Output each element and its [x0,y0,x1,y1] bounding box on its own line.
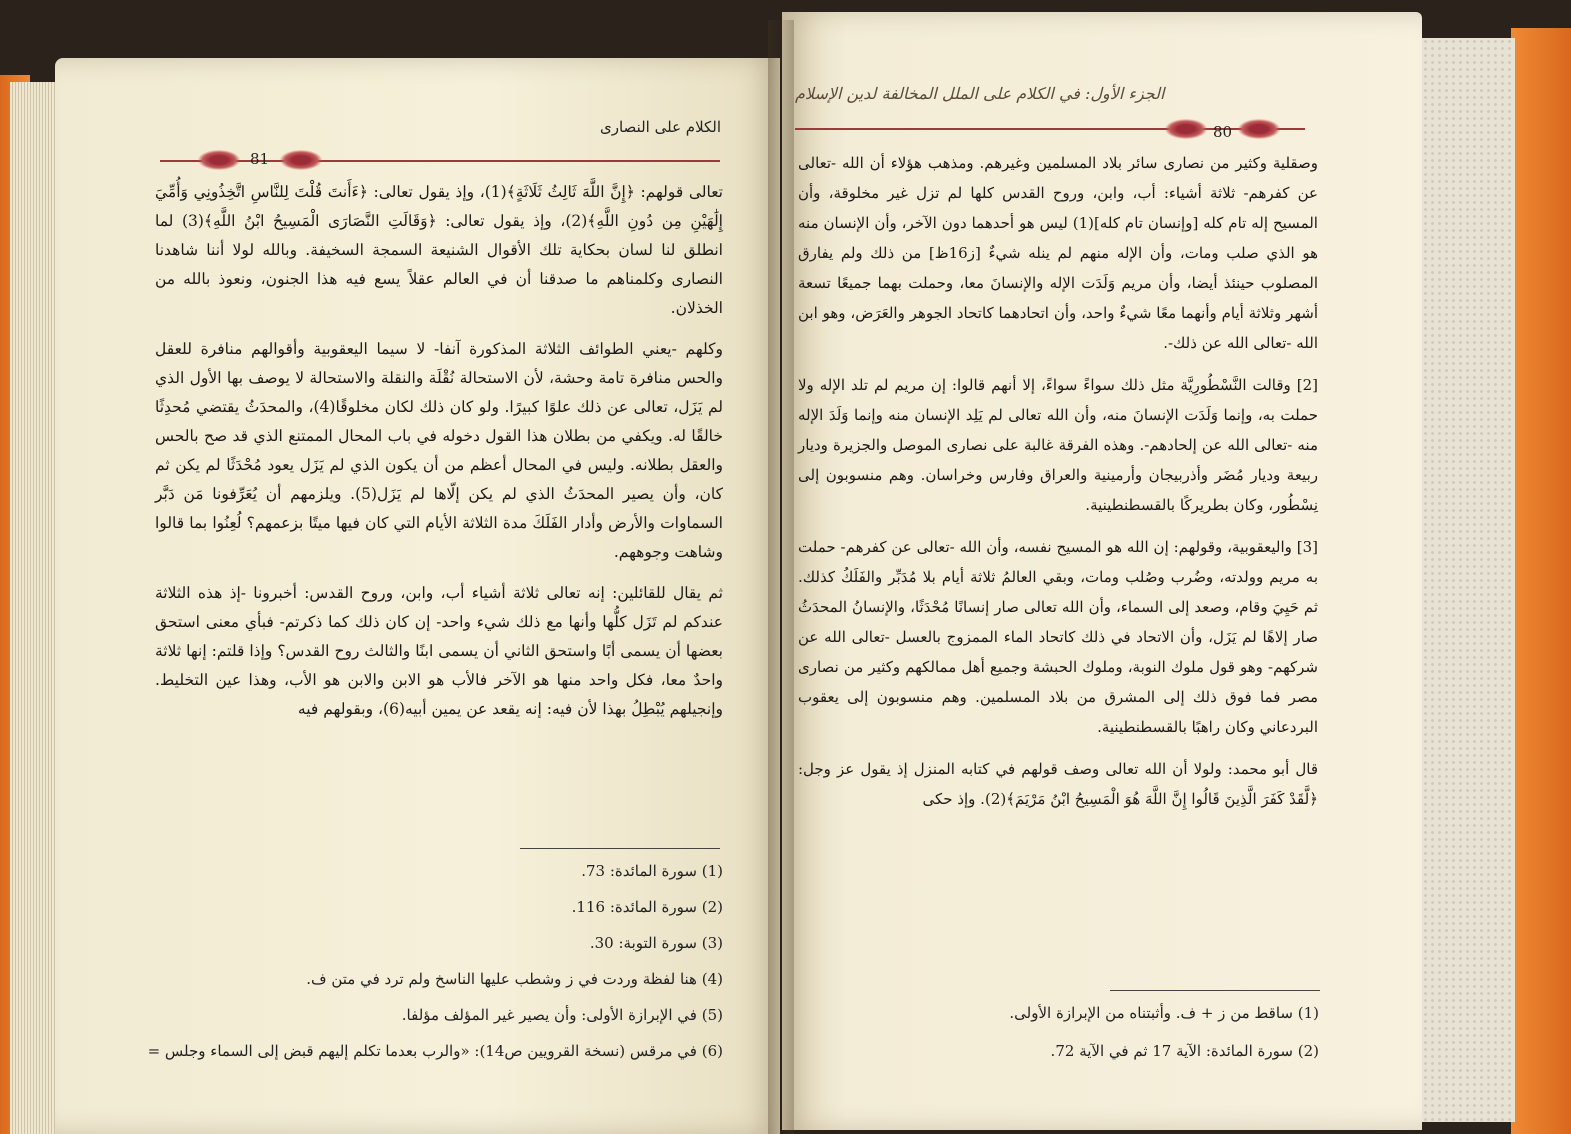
right-ornament-icon [1165,119,1207,139]
right-ornament-icon [1238,119,1280,139]
left-footnote-rule [520,848,720,849]
right-page-header-title: الجزء الأول: في الكلام على الملل المخالفة لدين الإسلام [795,84,1165,103]
footnote: (5) في الإبرازة الأولى: وأن يصير غير المؤلف مؤلفا. [401,1006,723,1024]
book-gutter [768,20,794,1134]
footnote: (6) في مرقس (نسخة القرويين ص14): «والرب بعدما تكلم إليهم قبض إلى السماء وجلس = [147,1042,723,1060]
book-cover-right [1511,28,1571,1134]
paragraph: قال أبو محمد: ولولا أن الله تعالى وصف قولهم في كتابه المنزل إذ يقول عز وجل: ﴿لَّقَدْ كَفَرَ الَّذِينَ قَالُوا إِنَّ اللَّهَ هُوَ الْمَسِيحُ ابْنُ مَرْيَمَ﴾(2). وإذ حكى [798,760,1318,808]
right-page-body [798,148,1318,826]
paragraph: [3] واليعقوبية، وقولهم: إن الله هو المسيح نفسه، وأن الله -تعالى عن كفرهم- حملت به مريم وولدته، وضُرب وصُلب ومات، وبقي العالمُ ثلاثة أيام بلا مُدَبِّر والفَلَكُ كذلك. ثم حَيِيَ وقام، وصعد إلى السماء، وأن الله تعالى صار إنسانًا مُحْدَثًا، والإنسانُ المحدَثُ صار إلاهًا لم يَزَل، وأن الاتحاد في ذلك كاتحاد الماء الممزوج بالعسل -تعالى الله عن شركهم- وهو قول ملوك النوبة، وملوك الحبشة وجميع أهل ممالكهم وكثير من نصارى مصر فما فوق ذلك إلى المشرق من بلاد المسلمين. وهم منسوبون إلى يعقوب البردعاني وكان راهبًا بالقسطنطينية. [798,538,1318,736]
right-footnote-rule [1110,990,1320,991]
footnote: (2) سورة المائدة: الآية 17 ثم في الآية 72. [1050,1042,1319,1060]
left-ornament-icon [280,150,322,170]
page-edges-right [1412,38,1515,1122]
footnote: (3) سورة التوبة: 30. [589,934,723,952]
left-page-number: 81 [250,150,270,168]
left-page-header-title: الكلام على النصارى [600,118,722,136]
left-ornament-icon [198,150,240,170]
paragraph: تعالى قولهم: ﴿إِنَّ اللَّهَ ثَالِثُ ثَلَاثَةٍ﴾(1)، وإذ يقول تعالى: ﴿ءَأَنتَ قُلْتَ لِلنَّاسِ اتَّخِذُونِي وَأُمِّيَ إِلَٰهَيْنِ مِن دُونِ اللَّهِ﴾(2)، وإذ يقول تعالى: ﴿وَقَالَتِ النَّصَارَى الْمَسِيحُ ابْنُ اللَّهِ﴾(3) لما انطلق لنا لسان بحكاية تلك الأقوال الشنيعة السمجة السخيفة. وبالله لولا أننا شاهدنا النصارى وكلمناهم ما صدقنا أن في العالم عقلاً يسع فيه هذا الجنون، ونعوذ بالله من الخذلان. [155,183,723,317]
footnote: (4) هنا لفظة وردت في ز وشطب عليها الناسخ ولم ترد في متن ف. [306,970,723,988]
footnote: (1) ساقط من ز + ف. وأثبتناه من الإبرازة الأولى. [1009,1004,1319,1022]
left-header-rule [160,160,720,162]
paragraph: [2] وقالت النَّسْطُورِيَّة مثل ذلك سواءً سواءً، إلا أنهم قالوا: إن مريم لم تلد الإله ولا حملت به، وإنما وَلَدَت الإنسانَ منه، وأن الله تعالى لم يَلِد الإنسان منه وإنما وَلَدَ الإله منه -تعالى الله عن إلحادهم-. وهذه الفرقة غالبة على نصارى الموصل والجزيرة وديار ربيعة وديار مُضَر وأذربيجان وأرمينية والعراق وفارس وخراسان. وهم منسوبون إلى نِسْطُور، وكان بطريركًا بالقسطنطينية. [798,376,1318,514]
footnote: (2) سورة المائدة: 116. [571,898,723,916]
paragraph: ثم يقال للقائلين: إنه تعالى ثلاثة أشياء أب، وابن، وروح القدس: أخبرونا -إذ هذه الثلاثة عندكم لم تَزَل كلُّها وأنها مع ذلك شيء واحد- إن كان ذلك كما ذكرتم- فبأي معنى استحق بعضها أن يسمى أبًا واستحق الثاني أن يسمى ابنًا والثالث روح القدس؟ وإذا قلتم: إنها ثلاثة واحدٌ معا، فكل واحد منها هو الآخر فالأب هو الابن والابن هو الأب، وهذا عين التخليط. وإنجيلهم يُبْطِلُ بهذا لأن فيه: إنه يقعد عن يمين أبيه(6)، وبقولهم فيه [155,584,723,718]
left-page-body [155,178,723,736]
footnote: (1) سورة المائدة: 73. [581,862,723,880]
right-page-number: 80 [1213,123,1233,141]
paragraph: وصقلية وكثير من نصارى سائر بلاد المسلمين وغيرهم. ومذهب هؤلاء أن الله -تعالى عن كفرهم- ثلاثة أشياء: أب، وابن، وروح القدس كلها لم تزل غير مخلوقة، وأن المسيح إله تام كله [وإنسان تام كله](1) ليس هو أحدهما دون الآخر، وأن الإنسان منه هو الذي صلب ومات، وأن الإله منهم لم ينله شيءٌ [ز16ظ] من ذلك ولم يفارق المصلوب حينئذ أيضا، وأن مريم وَلَدَت الإله والإنسانَ معا، وحملت بهما جميعًا تسعة أشهر وثلاثة أيام وأنهما معًا شيءٌ واحد، وأن اتحادهما كاتحاد الجوهر والعَرَض، وهو ابن الله -تعالى الله عن ذلك-. [798,154,1319,352]
paragraph: وكلهم -يعني الطوائف الثلاثة المذكورة آنفا- لا سيما اليعقوبية وأقوالهم منافرة للعقل والحس منافرة تامة وحشة، لأن الاستحالة نُقْلَة والنقلة والاستحالة لا يوصف بها الأول الذي لم يَزَل، تعالى عن ذلك علوًا كبيرًا. ولو كان ذلك لكان مخلوقًا(4)، والمحدَثُ يقتضي مُحدِثًا خالقًا له. ويكفي من بطلان هذا القول دخوله في باب المحال الممتنع الذي قد صح بالحس والعقل بطلانه. وليس في المحال أعظم من أن يكون الذي لم يَزَل يعود مُحْدَثًا لم يكن ثم كان، وأن يصير المحدَثُ الذي لم يكن إلّاها لم يَزَل(5). ويلزمهم أن يُعَرِّفونا مَن دَبَّر السماوات والأرض وأدار الفَلَكَ مدة الثلاثة الأيام التي كان فيها ميتًا بزعمهم؟ لُعِنُوا بما قالوا وشاهت وجوههم. [155,340,723,561]
